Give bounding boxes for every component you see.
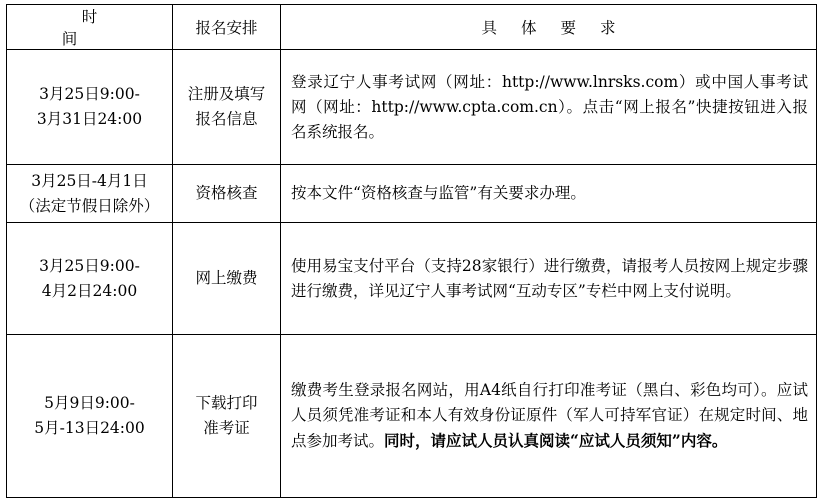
arrangement-line: 准考证 xyxy=(203,419,250,437)
header-arrangement: 报名安排 xyxy=(173,5,281,50)
time-cell xyxy=(7,165,173,223)
requirements-text: 使用易宝支付平台（支持28家银行）进行缴费，请报考人员按网上规定步骤进行缴费，详见辽宁人事考试网“互动专区”专栏中网上支付说明。 xyxy=(291,256,808,300)
arrangement-cell xyxy=(173,223,281,335)
registration-schedule-table xyxy=(6,4,817,498)
arrangement-line: 注册及填写 xyxy=(187,85,266,103)
table-row xyxy=(7,165,817,223)
time-line: 5月9日9:00- xyxy=(44,394,135,412)
arrangement-cell xyxy=(173,50,281,165)
time-line: （法定节假日除外） xyxy=(19,196,160,215)
time-line: 3月25日-4月1日 xyxy=(31,171,148,190)
requirements-text: 缴费考生登录报名网站，用A4纸自行打印准考证（黑白、彩色均可）。应试人员须凭准考证和本人有效身份证原件（军人可持军官证）在规定时间、地点参加考试。 xyxy=(291,381,808,450)
header-row xyxy=(7,5,817,50)
table-row xyxy=(7,223,817,335)
table-row xyxy=(7,50,817,165)
time-line: 5月-13日24:00 xyxy=(34,419,145,437)
header-time: 时 间 xyxy=(7,5,173,50)
time-cell xyxy=(7,335,173,498)
time-cell xyxy=(7,50,173,165)
header-requirements: 具体要求 xyxy=(281,5,817,50)
requirements-cell xyxy=(281,335,817,498)
time-line: 3月25日9:00- xyxy=(39,85,140,103)
arrangement-line: 资格核查 xyxy=(195,184,258,202)
time-line: 3月31日24:00 xyxy=(36,110,143,128)
arrangement-cell xyxy=(173,335,281,498)
time-cell xyxy=(7,223,173,335)
requirements-cell xyxy=(281,165,817,223)
arrangement-line: 网上缴费 xyxy=(195,269,258,287)
arrangement-line: 报名信息 xyxy=(195,110,258,128)
time-line: 4月2日24:00 xyxy=(41,281,138,300)
arrangement-line: 下载打印 xyxy=(195,394,258,412)
requirements-cell xyxy=(281,50,817,165)
table-row xyxy=(7,335,817,498)
requirements-text: 按本文件“资格核查与监管”有关要求办理。 xyxy=(291,184,586,202)
requirements-bold-notice: 同时，请应试人员认真阅读“应试人员须知”内容。 xyxy=(384,431,728,450)
requirements-text: 登录辽宁人事考试网（网址：http://www.lnrsks.com）或中国人事考试网（网址：http://www.cpta.com.cn）。点击“网上报名”快捷按钮进入报名系统报名。 xyxy=(291,72,808,141)
time-line: 3月25日9:00- xyxy=(39,256,140,275)
requirements-cell xyxy=(281,223,817,335)
arrangement-cell xyxy=(173,165,281,223)
